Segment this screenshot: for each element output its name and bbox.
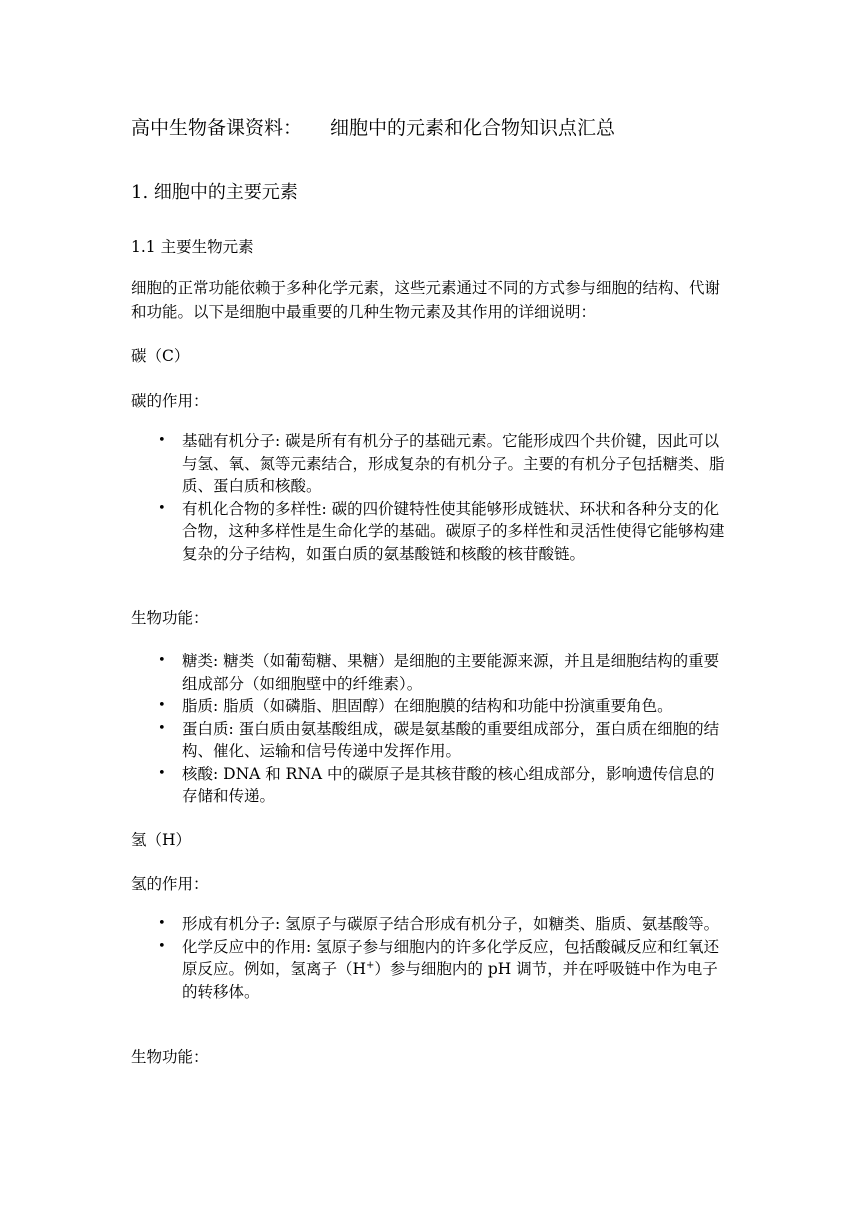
carbon-role-list bbox=[131, 430, 731, 565]
list-item: • 核酸: DNA 和 RNA 中的碳原子是其核苷酸的核心组成部分，影响遗传信息的存储和传递。 bbox=[158, 764, 715, 805]
bullet-icon: • bbox=[158, 720, 166, 736]
bullet-icon: • bbox=[158, 765, 166, 781]
carbon-function-label: 生物功能： bbox=[131, 609, 209, 627]
carbon-heading: 碳（C） bbox=[131, 347, 190, 365]
bullet-icon: • bbox=[158, 916, 166, 931]
hydrogen-role-label: 氢的作用： bbox=[131, 875, 209, 893]
bullet-icon: • bbox=[158, 698, 166, 713]
title-main: 细胞中的元素和化合物知识点汇总 bbox=[330, 117, 616, 139]
list-item: • 脂质: 脂质（如磷脂、胆固醇）在细胞膜的结构和功能中扮演重要角色。 bbox=[131, 695, 727, 718]
bullet-icon: • bbox=[158, 653, 166, 668]
hydrogen-role-list bbox=[131, 913, 731, 1003]
intro-paragraph: 细胞的正常功能依赖于多种化学元素，这些元素通过不同的方式参与细胞的结构、代谢和功能。以下是细胞中最重要的几种生物元素及其作用的详细说明： bbox=[131, 279, 721, 321]
bullet-icon: • bbox=[158, 433, 166, 448]
superscript-plus: + bbox=[366, 959, 375, 971]
title-prefix: 高中生物备课资料： bbox=[131, 117, 303, 139]
hydrogen-heading: 氢（H） bbox=[131, 831, 192, 849]
carbon-role-label: 碳的作用： bbox=[131, 392, 209, 410]
list-item: • 化学反应中的作用: 氢原子参与细胞内的许多化学反应，包括酸碱反应和红氧还原反应。例如，氢离子（H+）参与细胞内的 pH 调节，并在呼吸链中作为电子的转移体。 bbox=[158, 937, 720, 1001]
hydrogen-function-label: 生物功能： bbox=[131, 1048, 209, 1066]
list-item: • 有机化合物的多样性: 碳的四价键特性使其能够形成链状、环状和各种分支的化合物，这种多样性是生命化学的基础。碳原子的多样性和灵活性使得它能够构建复杂的分子结构，如蛋白质的氨基酸链和核酸的核苷酸链。 bbox=[158, 499, 725, 563]
subsection-heading-1-1: 1.1 主要生物元素 bbox=[131, 238, 254, 256]
list-item: • 形成有机分子: 氢原子与碳原子结合形成有机分子，如糖类、脂质、氨基酸等。 bbox=[131, 913, 727, 936]
section-heading-1: 1. 细胞中的主要元素 bbox=[131, 182, 298, 203]
carbon-function-list bbox=[131, 650, 731, 808]
list-item: • 基础有机分子: 碳是所有有机分子的基础元素。它能形成四个共价键，因此可以与氢、氧、氮等元素结合，形成复杂的有机分子。主要的有机分子包括糖类、脂质、蛋白质和核酸。 bbox=[158, 432, 725, 495]
document-title bbox=[131, 115, 615, 141]
bullet-icon: • bbox=[158, 500, 166, 516]
bullet-icon: • bbox=[158, 938, 166, 954]
list-item: • 蛋白质: 蛋白质由氨基酸组成，碳是氨基酸的重要组成部分，蛋白质在细胞的结构、催化、运输和信号传递中发挥作用。 bbox=[158, 719, 720, 760]
list-item: • 糖类: 糖类（如葡萄糖、果糖）是细胞的主要能源来源，并且是细胞结构的重要组成部分（如细胞壁中的纤维素）。 bbox=[158, 652, 720, 693]
